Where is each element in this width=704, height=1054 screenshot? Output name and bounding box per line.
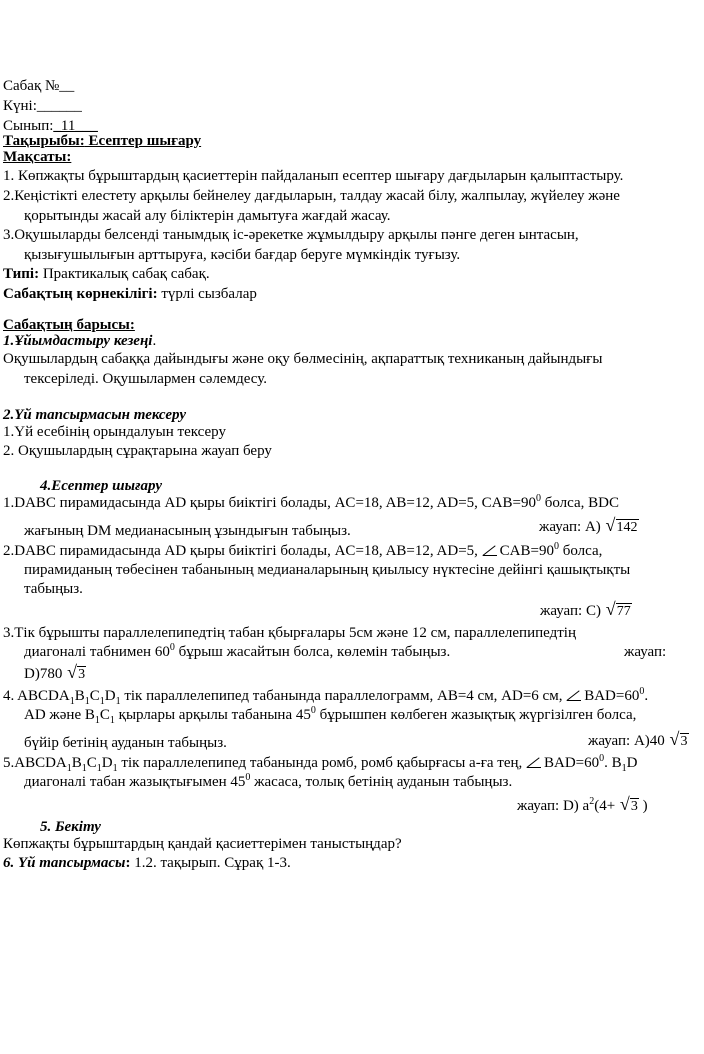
text-part: BAD=60 xyxy=(584,688,640,704)
problem-1-answer xyxy=(539,517,639,538)
problem-1-text: 1.DABC пирамидасында AD қыры биіктігі болады, AC=18, AB=12, AD=5, CAB=90 xyxy=(3,495,536,511)
subscript: 1 xyxy=(115,696,121,707)
homework-colon: : xyxy=(125,855,131,871)
text-part: D xyxy=(626,755,638,771)
problem-4-line-3: бүйір бетінің ауданын табыңыз. xyxy=(24,735,227,751)
text-part: 5.ABCDA xyxy=(3,755,67,771)
sqrt-icon: √ 77 xyxy=(605,599,631,619)
stage-5-question: Көпжақты бұрыштардың қандай қасиеттерімен таныстыңдар? xyxy=(3,836,402,852)
homework-label: 6. Үй тапсырмасы xyxy=(3,855,126,871)
subscript: 1 xyxy=(81,763,87,774)
answer-label: D)780 xyxy=(24,666,67,682)
angle-icon xyxy=(482,545,498,556)
stage-5-title: 5. Бекіту xyxy=(40,819,101,835)
problem-2-text-end: болса, xyxy=(558,543,603,559)
class-value: _11___ xyxy=(53,118,98,134)
lesson-visuals xyxy=(3,284,257,304)
text-part: B xyxy=(74,688,85,704)
problem-2-line-1 xyxy=(3,541,602,561)
problem-3-line-2 xyxy=(24,642,450,662)
visuals-label: Сабақтың көрнекілігі: xyxy=(3,286,158,302)
text-part: C xyxy=(99,707,110,723)
problem-3-text-end: бұрыш жасайтын болса, көлемін табыңыз. xyxy=(174,644,451,660)
subscript: 1 xyxy=(84,696,90,707)
subscript: 1 xyxy=(96,763,102,774)
problem-5-line-1 xyxy=(3,753,638,773)
degree-sup: 0 xyxy=(535,493,541,504)
text-part: 4. ABCDA xyxy=(3,688,70,704)
class-label: Сынып: xyxy=(3,118,54,134)
problem-2-line-2: пирамиданың төбесінен табанының медианаларының қиылысу нүктесіне дейінгі қашықтықты xyxy=(24,562,631,578)
topic-label: Тақырыбы: xyxy=(3,133,85,149)
subscript: 1 xyxy=(99,696,105,707)
stage-1-text-1: Оқушылардың сабаққа дайындығы және оқу бөлмесінің, ақпараттық техниканың дайындығы xyxy=(3,351,603,367)
stage-1-dot: . xyxy=(152,333,157,349)
problem-2-line-3: табыңыз. xyxy=(24,581,83,597)
radicand: 77 xyxy=(616,604,631,619)
problem-4-line-1 xyxy=(3,686,648,706)
sqrt-icon: √ 142 xyxy=(605,515,638,535)
problem-4-line-2 xyxy=(24,705,636,725)
problem-3-answer-label: жауап: xyxy=(624,644,667,660)
answer-label: жауап: A)40 xyxy=(588,733,669,749)
stage-1-title xyxy=(3,331,156,351)
lesson-number: Сабақ №__ xyxy=(3,78,75,94)
exponent-sup: 2 xyxy=(589,796,595,807)
sqrt-icon: √ 3 xyxy=(67,662,86,682)
text-part: (4+ xyxy=(594,798,619,814)
text-part: тік параллелепипед табанында ромб, ромб қабырғасы а-ға тең, xyxy=(117,755,527,771)
problem-2-angle: CAB=90 xyxy=(499,543,554,559)
visuals-value: түрлі сызбалар xyxy=(157,286,257,302)
problem-1-line-2: жағының DM медианасының ұзындығын табыңыз. xyxy=(24,523,351,539)
goal-3-line-2: қызығушылығын арттыруға, кәсіби бағдар беруге мүмкіндік туғызу. xyxy=(24,247,461,263)
sqrt-icon: √ 3 xyxy=(669,729,688,749)
type-value: Практикалық сабақ сабақ. xyxy=(39,266,210,282)
text-part: C xyxy=(89,688,100,704)
problem-5-line-2 xyxy=(24,772,512,792)
text-part: . B xyxy=(604,755,622,771)
homework-line xyxy=(3,853,291,873)
text-part: диагоналі табан жазықтығымен 45 xyxy=(24,774,246,790)
text-part: BAD=60 xyxy=(544,755,600,771)
degree-sup: 0 xyxy=(639,686,645,697)
stage-1-text-2: тексеріледі. Оқушылармен сәлемдесу. xyxy=(24,371,267,387)
radicand: 142 xyxy=(616,520,638,535)
subscript: 1 xyxy=(66,763,72,774)
text-part: D xyxy=(101,755,113,771)
stage-4-title: 4.Есептер шығару xyxy=(40,478,162,494)
text-part: ) xyxy=(638,798,648,814)
angle-icon xyxy=(566,690,582,701)
stage-2-item-2: 2. Оқушылардың сұрақтарына жауап беру xyxy=(3,443,272,459)
progress-heading: Сабақтың барысы: xyxy=(3,317,135,333)
radicand: 3 xyxy=(680,734,688,749)
type-label: Типі: xyxy=(3,266,40,282)
text-part: жасаса, толық бетінің ауданын табыңыз. xyxy=(250,774,513,790)
lesson-type xyxy=(3,264,210,284)
answer-label: жауап: A) xyxy=(539,519,605,535)
problem-2-text: 2.DABC пирамидасында AD қыры биіктігі болады, AC=18, AB=12, AD=5, xyxy=(3,543,482,559)
radicand: 3 xyxy=(78,667,86,682)
subscript: 1 xyxy=(94,715,100,726)
subscript: 1 xyxy=(112,763,118,774)
answer-label: жауап: D) a xyxy=(517,798,590,814)
text-part: бұрышпен көлбеген жазықтық жүргізілген болса, xyxy=(315,707,637,723)
degree-sup: 0 xyxy=(169,642,175,653)
text-part: қырлары арқылы табанына 45 xyxy=(114,707,311,723)
homework-value: 1.2. тақырып. Сұрақ 1-3. xyxy=(130,855,291,871)
angle-icon xyxy=(526,757,542,768)
problem-1-text-end: болса, BDC xyxy=(540,495,619,511)
degree-sup: 0 xyxy=(599,753,605,764)
text-part: D xyxy=(104,688,116,704)
problem-3-text: диагоналі табнимен 60 xyxy=(24,644,170,660)
stage-2-item-1: 1.Үй есебінің орындалуын тексеру xyxy=(3,424,226,440)
stage-1-label: 1.Ұйымдастыру кезеңі xyxy=(3,333,153,349)
text-part: AD және B xyxy=(24,707,95,723)
answer-label: жауап: C) xyxy=(540,603,605,619)
goal-2-line-1: 2.Кеңістікті елестету арқылы бейнелеу дағдыларын, талдау жасай білу, жалпылау, жүйелеу және xyxy=(3,188,620,204)
problem-3-answer xyxy=(24,664,86,685)
goal-1: 1. Көпжақты бұрыштардың қасиеттерін пайдаланып есептер шығару дағдыларын қалыптастыру. xyxy=(3,168,624,184)
subscript: 1 xyxy=(621,763,627,774)
goal-3-line-1: 3.Оқушыларды белсенді танымдық іс-әрекетке жұмылдыру арқылы пәнге деген ынтасын, xyxy=(3,227,579,243)
topic-value: Есептер шығару xyxy=(88,133,202,149)
problem-4-answer xyxy=(588,731,689,752)
degree-sup: 0 xyxy=(245,772,251,783)
problem-5-answer xyxy=(517,796,648,817)
lesson-date: Күні:______ xyxy=(3,98,82,114)
text-part: B xyxy=(71,755,82,771)
goal-2-line-2: қорытынды жасай алу біліктерін дамытуға жағдай жасау. xyxy=(24,208,391,224)
radicand: 3 xyxy=(630,799,638,814)
subscript: 1 xyxy=(69,696,75,707)
text-part: C xyxy=(86,755,97,771)
degree-sup: 0 xyxy=(553,541,559,552)
text-part: тік параллелепипед табанында параллелограмм, AB=4 см, AD=6 см, xyxy=(120,688,567,704)
stage-2-title: 2.Үй тапсырмасын тексеру xyxy=(3,407,186,423)
sqrt-icon: √ 3 xyxy=(619,794,638,814)
text-part: . xyxy=(644,688,649,704)
problem-2-answer xyxy=(540,601,632,622)
problem-3-line-1: 3.Тік бұрышты параллелепипедтің табан қбырғалары 5см және 12 см, параллелепипедтің xyxy=(3,625,576,641)
goals-heading: Мақсаты: xyxy=(3,149,72,165)
subscript: 1 xyxy=(109,715,115,726)
degree-sup: 0 xyxy=(310,705,316,716)
problem-1-line-1 xyxy=(3,493,619,513)
